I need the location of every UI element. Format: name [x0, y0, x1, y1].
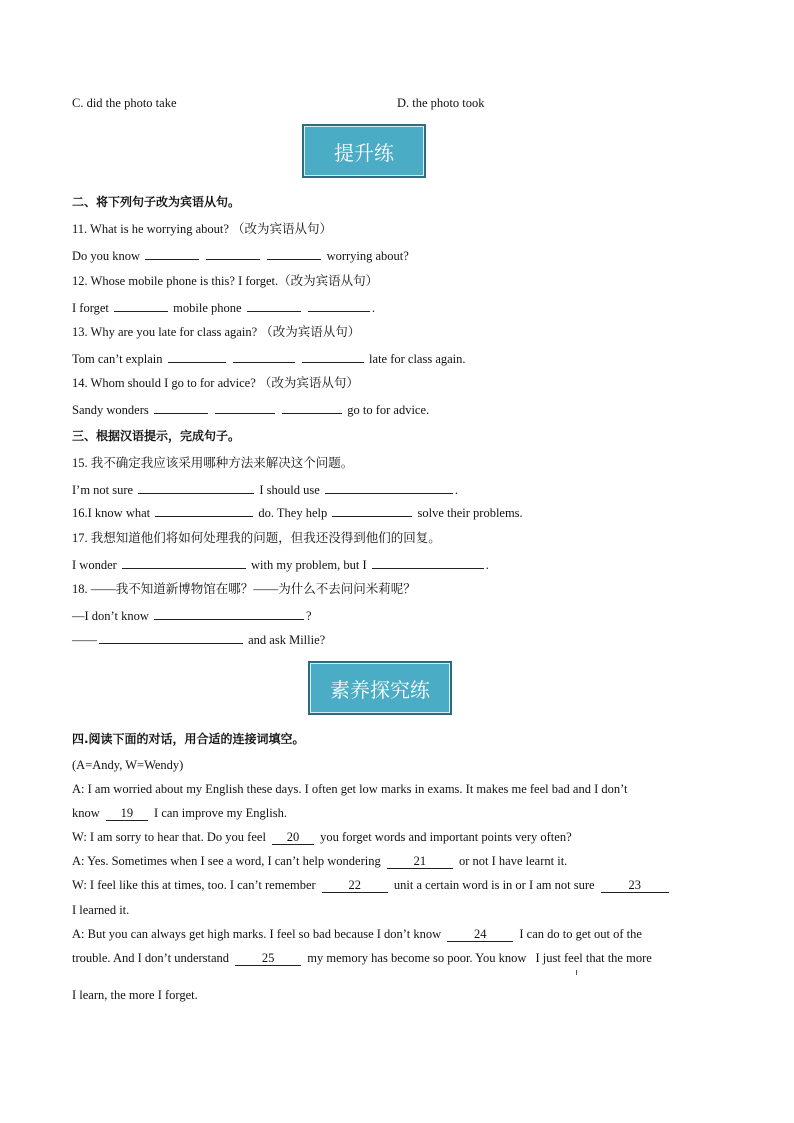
answer-17-prefix: I wonder [72, 558, 117, 572]
dialogue-line-8 [72, 950, 652, 966]
answer-15-suffix: . [454, 483, 459, 497]
option-d: D. the photo took [397, 96, 485, 110]
dialogue-line-3 [72, 829, 572, 845]
question-17: 17. 我想知道他们将如何处理我的问题，但我还没得到他们的回复。 [72, 531, 441, 545]
numbered-blank-23[interactable]: 23 [601, 878, 669, 893]
answer-18b-suffix: and ask Millie? [248, 633, 326, 647]
section-banner-inquiry: 素养探究练 [308, 661, 452, 715]
dialogue-text: you forget words and important points very often? [320, 830, 572, 844]
dialogue-text: trouble. And I don’t understand [72, 951, 230, 965]
stray-mark [576, 970, 577, 975]
answer-blank[interactable] [155, 504, 253, 517]
answer-blank[interactable] [372, 556, 484, 569]
answer-blank[interactable] [308, 299, 370, 312]
answer-15-prefix: I’m not sure [72, 483, 134, 497]
answer-blank[interactable] [138, 481, 254, 494]
answer-15 [72, 481, 458, 498]
answer-12 [72, 299, 375, 316]
answer-17 [72, 556, 489, 573]
answer-11 [72, 247, 409, 264]
answer-blank[interactable] [325, 481, 453, 494]
answer-blank[interactable] [122, 556, 246, 569]
dialogue-line-7 [72, 926, 642, 942]
numbered-blank-25[interactable]: 25 [235, 951, 301, 966]
dialogue-line-2 [72, 805, 287, 821]
answer-blank[interactable] [332, 504, 412, 517]
option-c: C. did the photo take [72, 96, 177, 110]
numbered-blank-22[interactable]: 22 [322, 878, 388, 893]
answer-15-middle: I should use [259, 483, 320, 497]
answer-blank[interactable] [99, 631, 243, 644]
answer-11-suffix: worrying about? [326, 249, 409, 263]
question-13: 13. Why are you late for class again? （改为宾语从句） [72, 325, 361, 339]
dialogue-text: A: Yes. Sometimes when I see a word, I can’t help wondering [72, 854, 381, 868]
answer-12-middle: mobile phone [173, 301, 242, 315]
answer-13-prefix: Tom can’t explain [72, 352, 163, 366]
section-3-heading: 三、根据汉语提示，完成句子。 [72, 429, 241, 443]
answer-18b-prefix: —— [72, 633, 97, 647]
question-12: 12. Whose mobile phone is this? I forget.（改为宾语从句） [72, 274, 379, 288]
dialogue-line-9: I learn, the more I forget. [72, 988, 198, 1002]
question-14: 14. Whom should I go to for advice? （改为宾语从句） [72, 376, 359, 390]
answer-18b [72, 631, 325, 648]
answer-11-prefix: Do you know [72, 249, 141, 263]
question-18: 18. ——我不知道新博物馆在哪？——为什么不去问问米莉呢？ [72, 582, 416, 596]
answer-13-suffix: late for class again. [369, 352, 466, 366]
answer-blank[interactable] [233, 350, 295, 363]
dialogue-text: I just feel that the more [535, 951, 652, 965]
dialogue-text: I can do to get out of the [519, 927, 642, 941]
section-2-heading: 二、将下列句子改为宾语从句。 [72, 195, 241, 209]
answer-blank[interactable] [282, 401, 342, 414]
numbered-blank-19[interactable]: 19 [106, 806, 148, 821]
answer-16-middle: do. They help [258, 506, 328, 520]
answer-blank[interactable] [154, 401, 208, 414]
answer-13 [72, 350, 466, 367]
numbered-blank-21[interactable]: 21 [387, 854, 453, 869]
answer-17-suffix: . [485, 558, 489, 572]
dialogue-line-5 [72, 877, 672, 893]
answer-blank[interactable] [302, 350, 364, 363]
answer-blank[interactable] [267, 247, 321, 260]
answer-blank[interactable] [215, 401, 275, 414]
answer-16 [72, 504, 523, 521]
dialogue-line-6: I learned it. [72, 903, 130, 917]
answer-16-suffix: solve their problems. [417, 506, 523, 520]
section-banner-practice: 提升练 [302, 124, 426, 178]
dialogue-text: A: But you can always get high marks. I feel so bad because I don’t know [72, 927, 442, 941]
dialogue-text: W: I feel like this at times, too. I can’t remember [72, 878, 316, 892]
dialogue-text: unit a certain word is in or I am not sure [393, 878, 595, 892]
question-11: 11. What is he worrying about? （改为宾语从句） [72, 222, 333, 236]
answer-14-suffix: go to for advice. [347, 403, 430, 417]
answer-blank[interactable] [145, 247, 199, 260]
answer-12-suffix: . [371, 301, 375, 315]
dialogue-text: I can improve my English. [154, 806, 287, 820]
answer-blank[interactable] [154, 607, 304, 620]
dialogue-text: my memory has become so poor. You know [307, 951, 527, 965]
dialogue-line-4 [72, 853, 567, 869]
answer-blank[interactable] [206, 247, 260, 260]
answer-18a-prefix: —I don’t know [72, 609, 149, 623]
answer-16-prefix: 16.I know what [72, 506, 151, 520]
dialogue-text: W: I am sorry to hear that. Do you feel [72, 830, 266, 844]
question-15: 15. 我不确定我应该采用哪种方法来解决这个问题。 [72, 456, 354, 470]
answer-17-middle: with my problem, but I [251, 558, 367, 572]
answer-14-prefix: Sandy wonders [72, 403, 149, 417]
speaker-legend: (A=Andy, W=Wendy) [72, 758, 184, 772]
numbered-blank-24[interactable]: 24 [447, 927, 513, 942]
answer-blank[interactable] [247, 299, 301, 312]
answer-blank[interactable] [114, 299, 168, 312]
answer-18a-suffix: ? [305, 609, 312, 623]
answer-18a [72, 607, 312, 624]
answer-12-prefix: I forget [72, 301, 109, 315]
answer-blank[interactable] [168, 350, 226, 363]
dialogue-line-1: A: I am worried about my English these days. I often get low marks in exams. It makes me feel bad and I don’t [72, 782, 628, 796]
answer-14 [72, 401, 429, 418]
dialogue-text: or not I have learnt it. [459, 854, 568, 868]
dialogue-text: know [72, 806, 100, 820]
section-4-heading: 四.阅读下面的对话，用合适的连接词填空。 [72, 732, 305, 746]
numbered-blank-20[interactable]: 20 [272, 830, 314, 845]
